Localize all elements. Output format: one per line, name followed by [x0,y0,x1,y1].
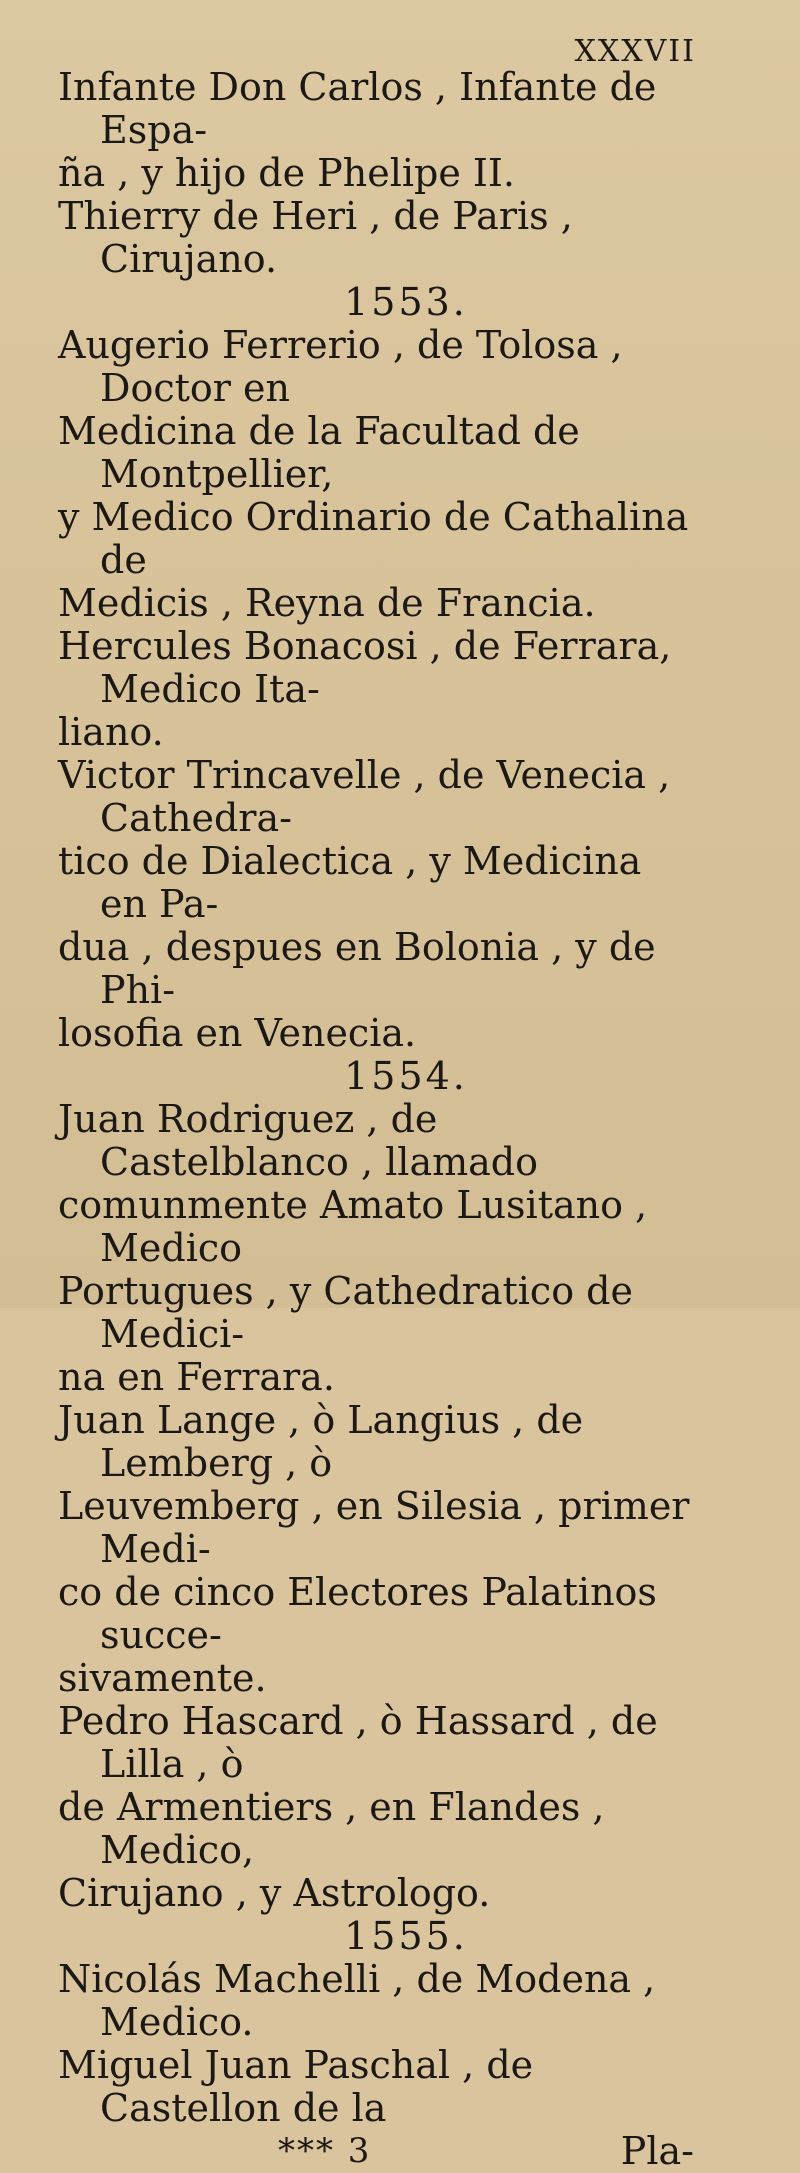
text-line: de Armentiers , en Flandes , Medico, [58,1785,605,1872]
entry-juan-lange [58,1399,694,1700]
page-number: XXXVII [574,34,696,69]
text-line: Pedro Hascard , ò Hassard , de Lilla , ò [58,1699,658,1786]
text-line: y Medico Ordinario de Cathalina de [58,495,689,582]
text-line: Victor Trincavelle , de Venecia , Cathedra- [58,753,671,840]
year-heading-1554: 1554. [344,1054,468,1098]
text-line: Hercules Bonacosi , de Ferrara, Medico Ita- [58,624,672,711]
page-footer-line [58,2130,694,2173]
text-line: Medicina de la Facultad de Montpellier, [58,409,580,496]
text-line: Augerio Ferrerio , de Tolosa , Doctor en [58,323,623,410]
text-line: ña , y hijo de Phelipe II. [58,151,516,195]
text-line: comunmente Amato Lusitano , Medico [58,1183,648,1270]
entry-pedro-hascard [58,1700,694,1915]
text-line: Medicis , Reyna de Francia. [58,581,596,625]
year-heading-1555: 1555. [344,1914,468,1958]
text-line: dua , despues en Bolonia , y de Phi- [58,925,656,1012]
text-line: Thierry de Heri , de Paris , Cirujano. [58,194,573,281]
text-line: Portugues , y Cathedratico de Medici- [58,1269,633,1356]
text-line: losofia en Venecia. [58,1011,417,1055]
entry-augerio-ferrerio [58,324,694,625]
page-text [58,66,694,2173]
text-line: co de cinco Electores Palatinos succe- [58,1570,657,1657]
text-line: na en Ferrara. [58,1355,335,1399]
entry-miguel-juan-paschal [58,2044,694,2130]
entry-victor-trincavelle [58,754,694,1055]
text-line: Infante Don Carlos , Infante de Espa- [58,65,657,152]
text-line: Nicolás Machelli , de Modena , Medico. [58,1957,656,2044]
year-heading-1553: 1553. [344,280,468,324]
entry-infante-carlos [58,66,694,195]
text-line: tico de Dialectica , y Medicina en Pa- [58,839,642,926]
text-line: Leuvemberg , en Silesia , primer Medi- [58,1484,690,1571]
text-line: Cirujano , y Astrologo. [58,1871,491,1915]
entry-thierry [58,195,694,281]
text-line: liano. [58,710,164,754]
text-line: Miguel Juan Paschal , de Castellon de la [58,2043,534,2130]
text-line: Juan Lange , ò Langius , de Lemberg , ò [58,1398,584,1485]
signature-mark: *** 3 [278,2131,372,2171]
text-line: Juan Rodriguez , de Castelblanco , llamado [58,1097,539,1184]
entry-hercules-bonacosi [58,625,694,754]
entry-juan-rodriguez [58,1098,694,1399]
catchword: Pla- [620,2129,694,2173]
text-line: sivamente. [58,1656,267,1700]
entry-nicolas-machelli [58,1958,694,2044]
